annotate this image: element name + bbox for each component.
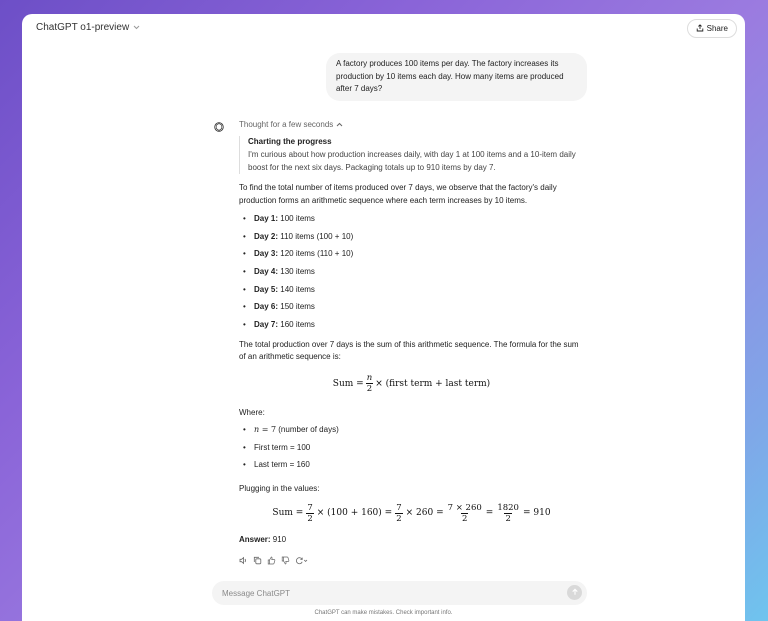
thought-summary [239,136,584,174]
list-item: • Last term = 160 [239,459,584,477]
plugging-label: Plugging in the values: [239,483,320,493]
share-button[interactable] [687,19,737,38]
thought-toggle-label: Thought for a few seconds [239,119,334,129]
sum-explanation: The total production over 7 days is the sum of this arithmetic sequence. The formula for the sum of an arithmetic sequence is: [239,339,579,362]
thumbs-down-icon[interactable] [281,556,290,565]
variables-list [239,424,584,477]
list-item: • Day 6: 150 items [239,301,584,319]
message-actions [239,556,584,565]
top-bar [22,14,745,44]
sum-formula: Sum = $\frac{n}{2}$ × (first term + last term) [332,373,491,395]
regenerate-icon[interactable] [295,556,308,565]
user-message: A factory produces 100 items per day. The factory increases its production by 10 items each day. How many items are produced after 7 days? [326,53,587,101]
where-label: Where: [239,407,265,417]
response-intro: To find the total number of items produced over 7 days, we observe that the factory's daily production forms an arithmetic sequence where each term increases by 10 items. [239,183,557,205]
assistant-message [239,118,584,565]
calculation-formula: Sum = $\frac{7}{2}$ × (100 + 160) = $\frac{7}{2}$ × 260 = $\frac{7 \times 260}{2}$ = $\frac{1820}{2}$ = 910 [272,502,551,524]
disclaimer: ChatGPT can make mistakes. Check important info. [314,610,453,616]
arrow-up-icon [571,588,579,598]
list-item: • Day 5: 140 items [239,284,584,302]
chat-window [22,14,745,621]
answer: Answer: 910 [239,535,287,545]
thought-text: I'm curious about how production increases daily, with day 1 at 100 items and a 10-item daily boost for the next six days. Packaging totals up to 910 items by day 7. [248,150,576,172]
chevron-down-icon [133,23,140,32]
list-item: • First term = 100 [239,442,584,460]
message-input[interactable] [212,581,587,605]
send-button[interactable] [567,585,582,600]
model-name: ChatGPT o1-preview [36,22,130,33]
list-item: • Day 2: 110 items (100 + 10) [239,231,584,249]
message-placeholder: Message ChatGPT [222,588,291,598]
speaker-icon[interactable] [239,556,248,565]
copy-icon[interactable] [253,556,262,565]
share-label: Share [706,24,728,33]
chevron-up-icon [336,120,343,129]
openai-logo-icon [214,119,224,129]
list-item: • Day 7: 160 items [239,319,584,337]
list-item: • Day 1: 100 items [239,213,584,231]
model-selector[interactable] [36,22,140,33]
share-icon [696,24,704,34]
days-list [239,213,584,337]
thumbs-up-icon[interactable] [267,556,276,565]
list-item: • Day 4: 130 items [239,266,584,284]
thought-title: Charting the progress [248,137,332,146]
list-item: • n = 7 (number of days) [239,424,584,442]
list-item: • Day 3: 120 items (110 + 10) [239,248,584,266]
thought-toggle[interactable] [239,118,584,130]
